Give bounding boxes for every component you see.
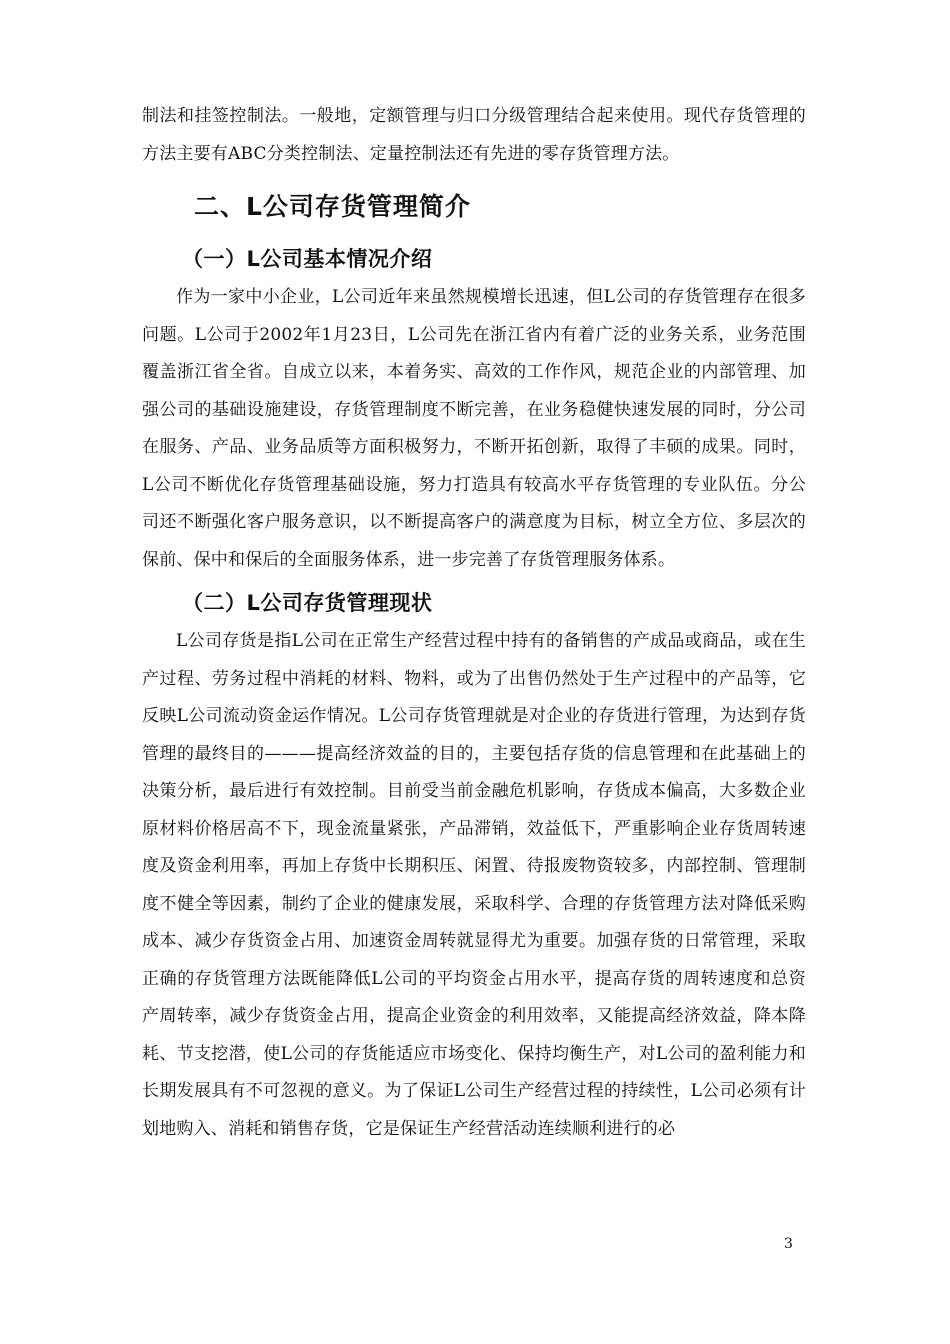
page-number: 3: [784, 1236, 793, 1252]
subsection-1-paragraph: 作为一家中小企业，L公司近年来虽然规模增长迅速，但L公司的存货管理存在很多问题。L公司于2002年1月23日，L公司先在浙江省内有着广泛的业务关系，业务范围覆盖浙江省全省。自成立以来，本着务实、高效的工作作风，规范企业的内部管理、加强公司的基础设施建设，存货管理制度不断完善，在业务稳健快速发展的同时，分公司在服务、产品、业务品质等方面积极努力，不断开拓创新，取得了丰硕的成果。同时，L公司不断优化存货管理基础设施，努力打造具有较高水平存货管理的专业队伍。分公司还不断强化客户服务意识，以不断提高客户的满意度为目标，树立全方位、多层次的保前、保中和保后的全面服务体系，进一步完善了存货管理服务体系。: [142, 287, 806, 570]
subsection-2-paragraph: L公司存货是指L公司在正常生产经营过程中持有的备销售的产成品或商品，或在生产过程、劳务过程中消耗的材料、物料，或为了出售仍然处于生产过程中的产品等，它反映L公司流动资金运作情况。L公司存货管理就是对企业的存货进行管理，为达到存货管理的最终目的———提高经济效益的目的，主要包括存货的信息管理和在此基础上的决策分析，最后进行有效控制。目前受当前金融危机影响，存货成本偏高，大多数企业原材料价格居高不下，现金流量紧张，产品滞销，效益低下，严重影响企业存货周转速度及资金利用率，再加上存货中长期积压、闲置、待报废物资较多，内部控制、管理制度不健全等因素，制约了企业的健康发展，采取科学、合理的存货管理方法对降低采购成本、减少存货资金占用、加速资金周转就显得尤为重要。加强存货的日常管理，采取正确的存货管理方法既能降低L公司的平均资金占用水平，提高存货的周转速度和总资产周转率，减少存货资金占用，提高企业资金的利用效率，又能提高经济效益，降本降耗、节支挖潜，使L公司的存货能适应市场变化、保持均衡生产，对L公司的盈利能力和长期发展具有不可忽视的意义。为了保证L公司生产经营过程的持续性，L公司必须有计划地购入、消耗和销售存货，它是保证生产经营活动连续顺利进行的必: [142, 631, 806, 1139]
subsection-2-title: （二）L公司存货管理现状: [182, 591, 433, 615]
page-content: [142, 98, 806, 1148]
section-title: 二、L公司存货管理简介: [194, 192, 471, 221]
intro-paragraph: 制法和挂签控制法。一般地，定额管理与归口分级管理结合起来使用。现代存货管理的方法主要有ABC分类控制法、定量控制法还有先进的零存货管理方法。: [142, 106, 806, 164]
subsection-1-title: （一）L公司基本情况介绍: [182, 247, 433, 271]
